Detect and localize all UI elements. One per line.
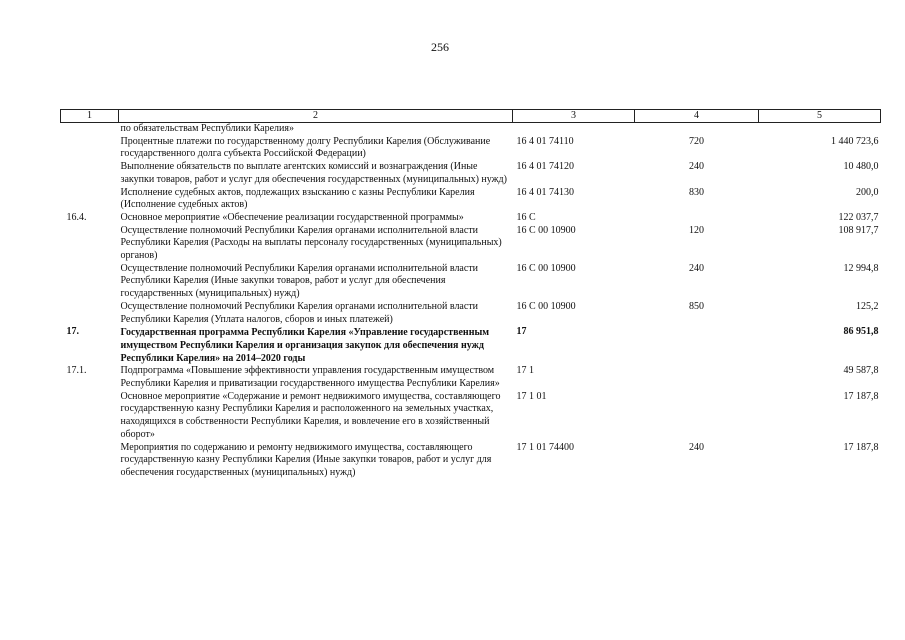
row-number: 17.1. bbox=[66, 365, 87, 377]
table-row bbox=[61, 136, 881, 161]
page-number: 256 bbox=[431, 40, 449, 54]
column-header: 1 bbox=[61, 110, 119, 123]
expense-type-code bbox=[635, 326, 759, 365]
table-row bbox=[61, 326, 881, 365]
row-description: Осуществление полномочий Республики Карелия органами исполнительной власти Республики Карелия (Уплата налогов, сборов и иных платежей) bbox=[120, 300, 479, 325]
column-header: 5 bbox=[759, 110, 881, 123]
row-description: Процентные платежи по государственному долгу Республики Карелия (Обслуживание государственного долга субъекта Российской Федерации) bbox=[120, 135, 491, 160]
row-number bbox=[61, 263, 119, 301]
row-amount: 200,0 bbox=[856, 186, 879, 198]
row-number: 16.4. bbox=[66, 211, 87, 223]
expense-type-code: 240 bbox=[689, 262, 704, 274]
row-number bbox=[61, 225, 119, 263]
row-amount: 1 440 723,6 bbox=[831, 135, 879, 147]
budget-code: 16 4 01 74120 bbox=[516, 161, 574, 173]
expense-type-code: 120 bbox=[689, 224, 704, 236]
table-row bbox=[61, 301, 881, 326]
table-row bbox=[61, 212, 881, 225]
row-amount bbox=[759, 123, 881, 136]
row-number bbox=[61, 123, 119, 136]
budget-code: 17 1 01 bbox=[516, 390, 547, 402]
row-amount: 122 037,7 bbox=[838, 211, 879, 223]
row-amount: 10 480,0 bbox=[843, 161, 879, 173]
row-description: Исполнение судебных актов, подлежащих взысканию с казны Республики Карелия (Исполнение судебных актов) bbox=[120, 186, 475, 211]
expense-type-code bbox=[635, 391, 759, 442]
budget-code: 16 С bbox=[516, 211, 536, 223]
column-header: 4 bbox=[635, 110, 759, 123]
expense-type-code bbox=[635, 365, 759, 390]
expense-type-code bbox=[635, 123, 759, 136]
budget-code: 17 bbox=[516, 326, 527, 338]
row-description: Мероприятия по содержанию и ремонту недвижимого имущества, составляющего государственную казну Республики Карелия (Иные закупки товаров, работ и услуг для обеспечения государственных (муниципальных) нужд) bbox=[120, 441, 492, 478]
budget-code: 16 С 00 10900 bbox=[516, 300, 576, 312]
row-number bbox=[61, 442, 119, 480]
table-row bbox=[61, 123, 881, 136]
row-amount: 125,2 bbox=[856, 300, 879, 312]
table-row bbox=[61, 365, 881, 390]
budget-code: 16 4 01 74130 bbox=[516, 186, 574, 198]
table-row bbox=[61, 263, 881, 301]
table-header-row bbox=[61, 110, 881, 123]
row-description: по обязательствам Республики Карелия» bbox=[120, 123, 294, 134]
row-description: Подпрограмма «Повышение эффективности управления государственным имуществом Республики Карелия и приватизации государственного имущества Республики Карелия» bbox=[120, 365, 500, 390]
row-amount: 17 187,8 bbox=[843, 441, 879, 453]
table-row bbox=[61, 187, 881, 212]
table-row bbox=[61, 225, 881, 263]
row-number bbox=[61, 161, 119, 186]
budget-code: 16 С 00 10900 bbox=[516, 262, 576, 274]
row-amount: 12 994,8 bbox=[843, 262, 879, 274]
expense-type-code: 850 bbox=[689, 300, 704, 312]
budget-code: 16 4 01 74110 bbox=[516, 135, 574, 147]
row-description: Осуществление полномочий Республики Карелия органами исполнительной власти Республики Карелия (Расходы на выплаты персоналу государственных (муниципальных) органов) bbox=[120, 224, 502, 262]
expense-type-code: 240 bbox=[689, 161, 704, 173]
table-row bbox=[61, 442, 881, 480]
row-number bbox=[61, 391, 119, 442]
row-amount: 86 951,8 bbox=[843, 326, 879, 338]
table-row bbox=[61, 161, 881, 186]
row-number bbox=[61, 136, 119, 161]
row-number bbox=[61, 187, 119, 212]
column-header: 2 bbox=[119, 110, 513, 123]
row-description: Выполнение обязательств по выплате агентских комиссий и вознаграждения (Иные закупки товаров, работ и услуг для обеспечения государственных (муниципальных) нужд) bbox=[120, 161, 507, 185]
table-row bbox=[61, 391, 881, 442]
budget-code: 17 1 01 74400 bbox=[516, 441, 574, 453]
row-description: Основное мероприятие «Обеспечение реализации государственной программы» bbox=[120, 211, 464, 223]
row-amount: 108 917,7 bbox=[838, 224, 879, 236]
row-number bbox=[61, 301, 119, 326]
budget-code: 17 1 bbox=[516, 365, 534, 377]
expense-type-code: 240 bbox=[689, 441, 704, 453]
row-amount: 17 187,8 bbox=[843, 390, 879, 402]
row-description: Основное мероприятие «Содержание и ремонт недвижимого имущества, составляющего государственную казну Республики Карелия и расположенного на земельных участках, находящихся в собственности Республики Карелия, и вовлечение его в хозяйственный оборот» bbox=[120, 390, 501, 440]
budget-table bbox=[60, 109, 881, 480]
expense-type-code: 830 bbox=[689, 186, 704, 198]
expense-type-code: 720 bbox=[689, 135, 704, 147]
row-description: Осуществление полномочий Республики Карелия органами исполнительной власти Республики Карелия (Иные закупки товаров, работ и услуг для обеспечения государственных (муниципальных) нужд) bbox=[120, 262, 479, 300]
budget-code: 16 С 00 10900 bbox=[516, 224, 576, 236]
row-description: Государственная программа Республики Карелия «Управление государственным имуществом Республики Карелия и организация закупок для обеспечения нужд Республики Карелия» на 2014–2020 годы bbox=[120, 327, 490, 364]
expense-type-code bbox=[635, 212, 759, 225]
column-header: 3 bbox=[513, 110, 635, 123]
row-number: 17. bbox=[66, 326, 79, 338]
budget-code bbox=[513, 123, 635, 136]
row-amount: 49 587,8 bbox=[843, 365, 879, 377]
